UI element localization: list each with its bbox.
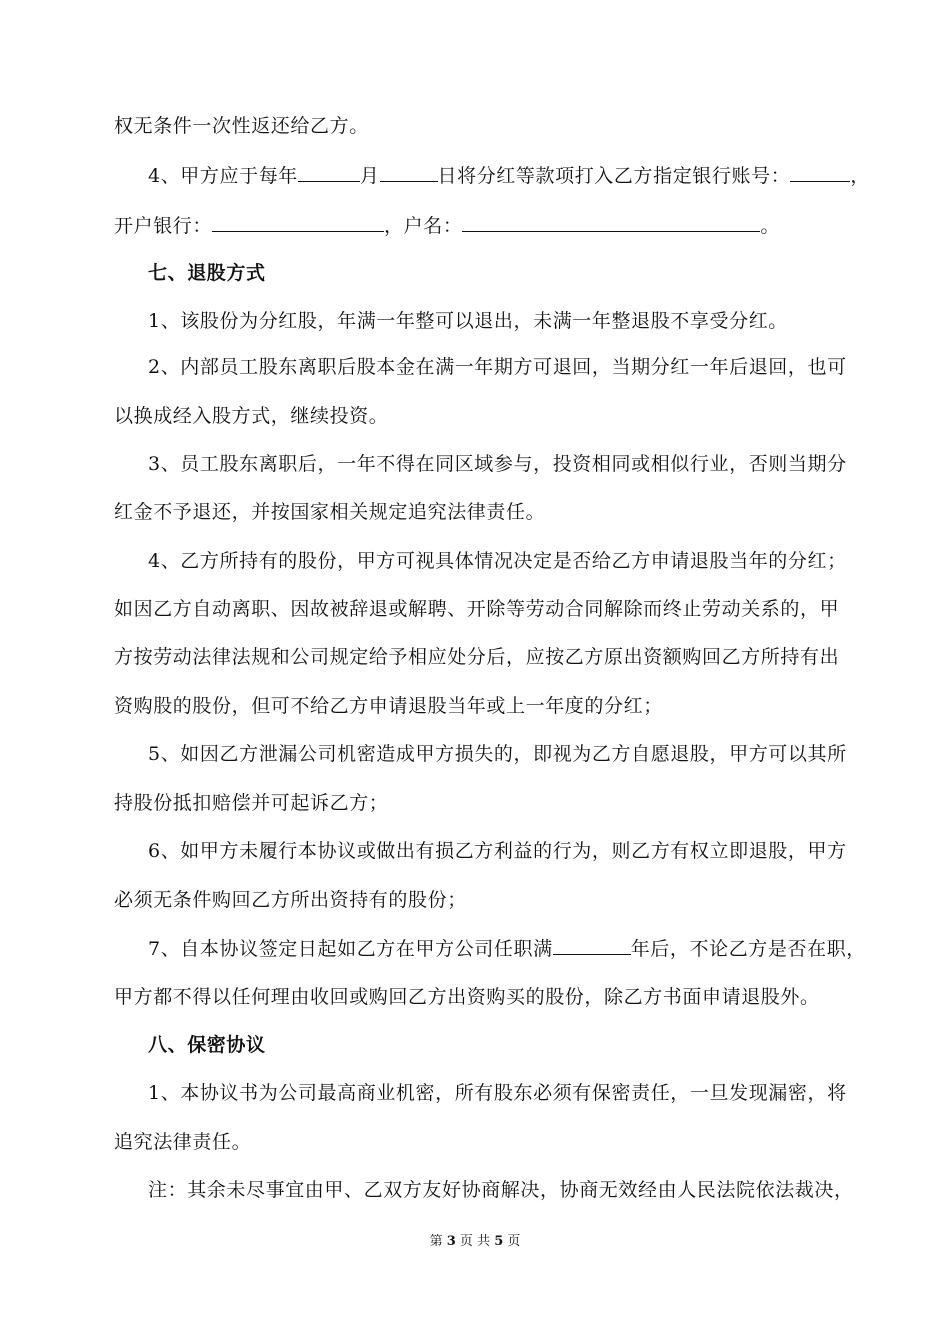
footer-mid: 页 共 (459, 1234, 491, 1249)
paragraph-line: 3、员工股东离职后，一年不得在同区域参与，投资相同或相似行业，否则当期分 (148, 453, 847, 475)
paragraph-line: 4、乙方所持有的股份，甲方可视具体情况决定是否给乙方申请退股当年的分红； (148, 550, 847, 572)
text-span: 日将分红等款项打入乙方指定银行账号： (437, 165, 791, 187)
paragraph-line: 如因乙方自动离职、因故被辞退或解聘、开除等劳动合同解除而终止劳动关系的，甲 (114, 598, 840, 620)
paragraph-line: 1、该股份为分红股，年满一年整可以退出，未满一年整退股不享受分红。 (148, 310, 788, 332)
fill-blank-account (790, 163, 850, 182)
text-span: 开户银行： (114, 215, 213, 237)
paragraph-line: 以换成经入股方式，继续投资。 (114, 405, 389, 427)
text-span: 7、自本协议签定日起如乙方在甲方公司任职满 (148, 938, 553, 960)
fill-blank-day (380, 163, 438, 182)
paragraph-line: 必须无条件购回乙方所出资持有的股份； (114, 889, 467, 911)
text-span: 4、甲方应于每年 (148, 165, 298, 187)
paragraph-line: 2、内部员工股东离职后股本金在满一年期方可退回，当期分红一年后退回，也可 (148, 356, 847, 378)
paragraph-line: 1、本协议书为公司最高商业机密，所有股东必须有保密责任，一旦发现漏密，将 (148, 1082, 847, 1104)
footer-prefix: 第 (429, 1234, 443, 1249)
paragraph-line: 方按劳动法律法规和公司规定给予相应处分后，应按乙方原出资额购回乙方所持有出 (114, 646, 840, 668)
paragraph-line: 追究法律责任。 (114, 1131, 252, 1153)
paragraph-line: 5、如因乙方泄漏公司机密造成甲方损失的，即视为乙方自愿退股，甲方可以其所 (148, 743, 847, 765)
paragraph-line: 6、如甲方未履行本协议或做出有损乙方利益的行为，则乙方有权立即退股，甲方 (148, 840, 847, 862)
page-total: 5 (494, 1234, 504, 1249)
section-heading: 七、退股方式 (148, 262, 266, 284)
fill-blank-bank (212, 213, 384, 232)
paragraph-line: 持股份抵扣赔偿并可起诉乙方； (114, 792, 389, 814)
text-span: 月 (359, 165, 380, 187)
paragraph-line: 权无条件一次性返还给乙方。 (114, 115, 369, 137)
footer-suffix: 页 (507, 1234, 521, 1249)
fill-blank-account-name (462, 213, 760, 232)
paragraph-line: 注：其余未尽事宜由甲、乙双方友好协商解决，协商无效经由人民法院依法裁决， (148, 1179, 854, 1201)
paragraph-line: 资购股的股份，但可不给乙方申请退股当年或上一年度的分红； (114, 695, 663, 717)
paragraph-line: 甲方都不得以任何理由收回或购回乙方出资购买的股份，除乙方书面申请退股外。 (114, 986, 820, 1008)
text-span: 年后，不论乙方是否在职， (630, 938, 866, 960)
page-footer (0, 1230, 950, 1249)
text-span: ，户名： (384, 215, 463, 237)
fill-blank-years (553, 936, 631, 955)
paragraph-line (148, 163, 870, 188)
paragraph-line (148, 936, 866, 961)
text-span: ， (850, 165, 870, 187)
paragraph-line (114, 213, 780, 238)
paragraph-line: 红金不予退还，并按国家相关规定追究法律责任。 (114, 501, 546, 523)
section-heading: 八、保密协议 (148, 1034, 266, 1056)
page-number: 3 (446, 1234, 456, 1249)
fill-blank-month (298, 163, 360, 182)
text-span: 。 (760, 215, 781, 237)
